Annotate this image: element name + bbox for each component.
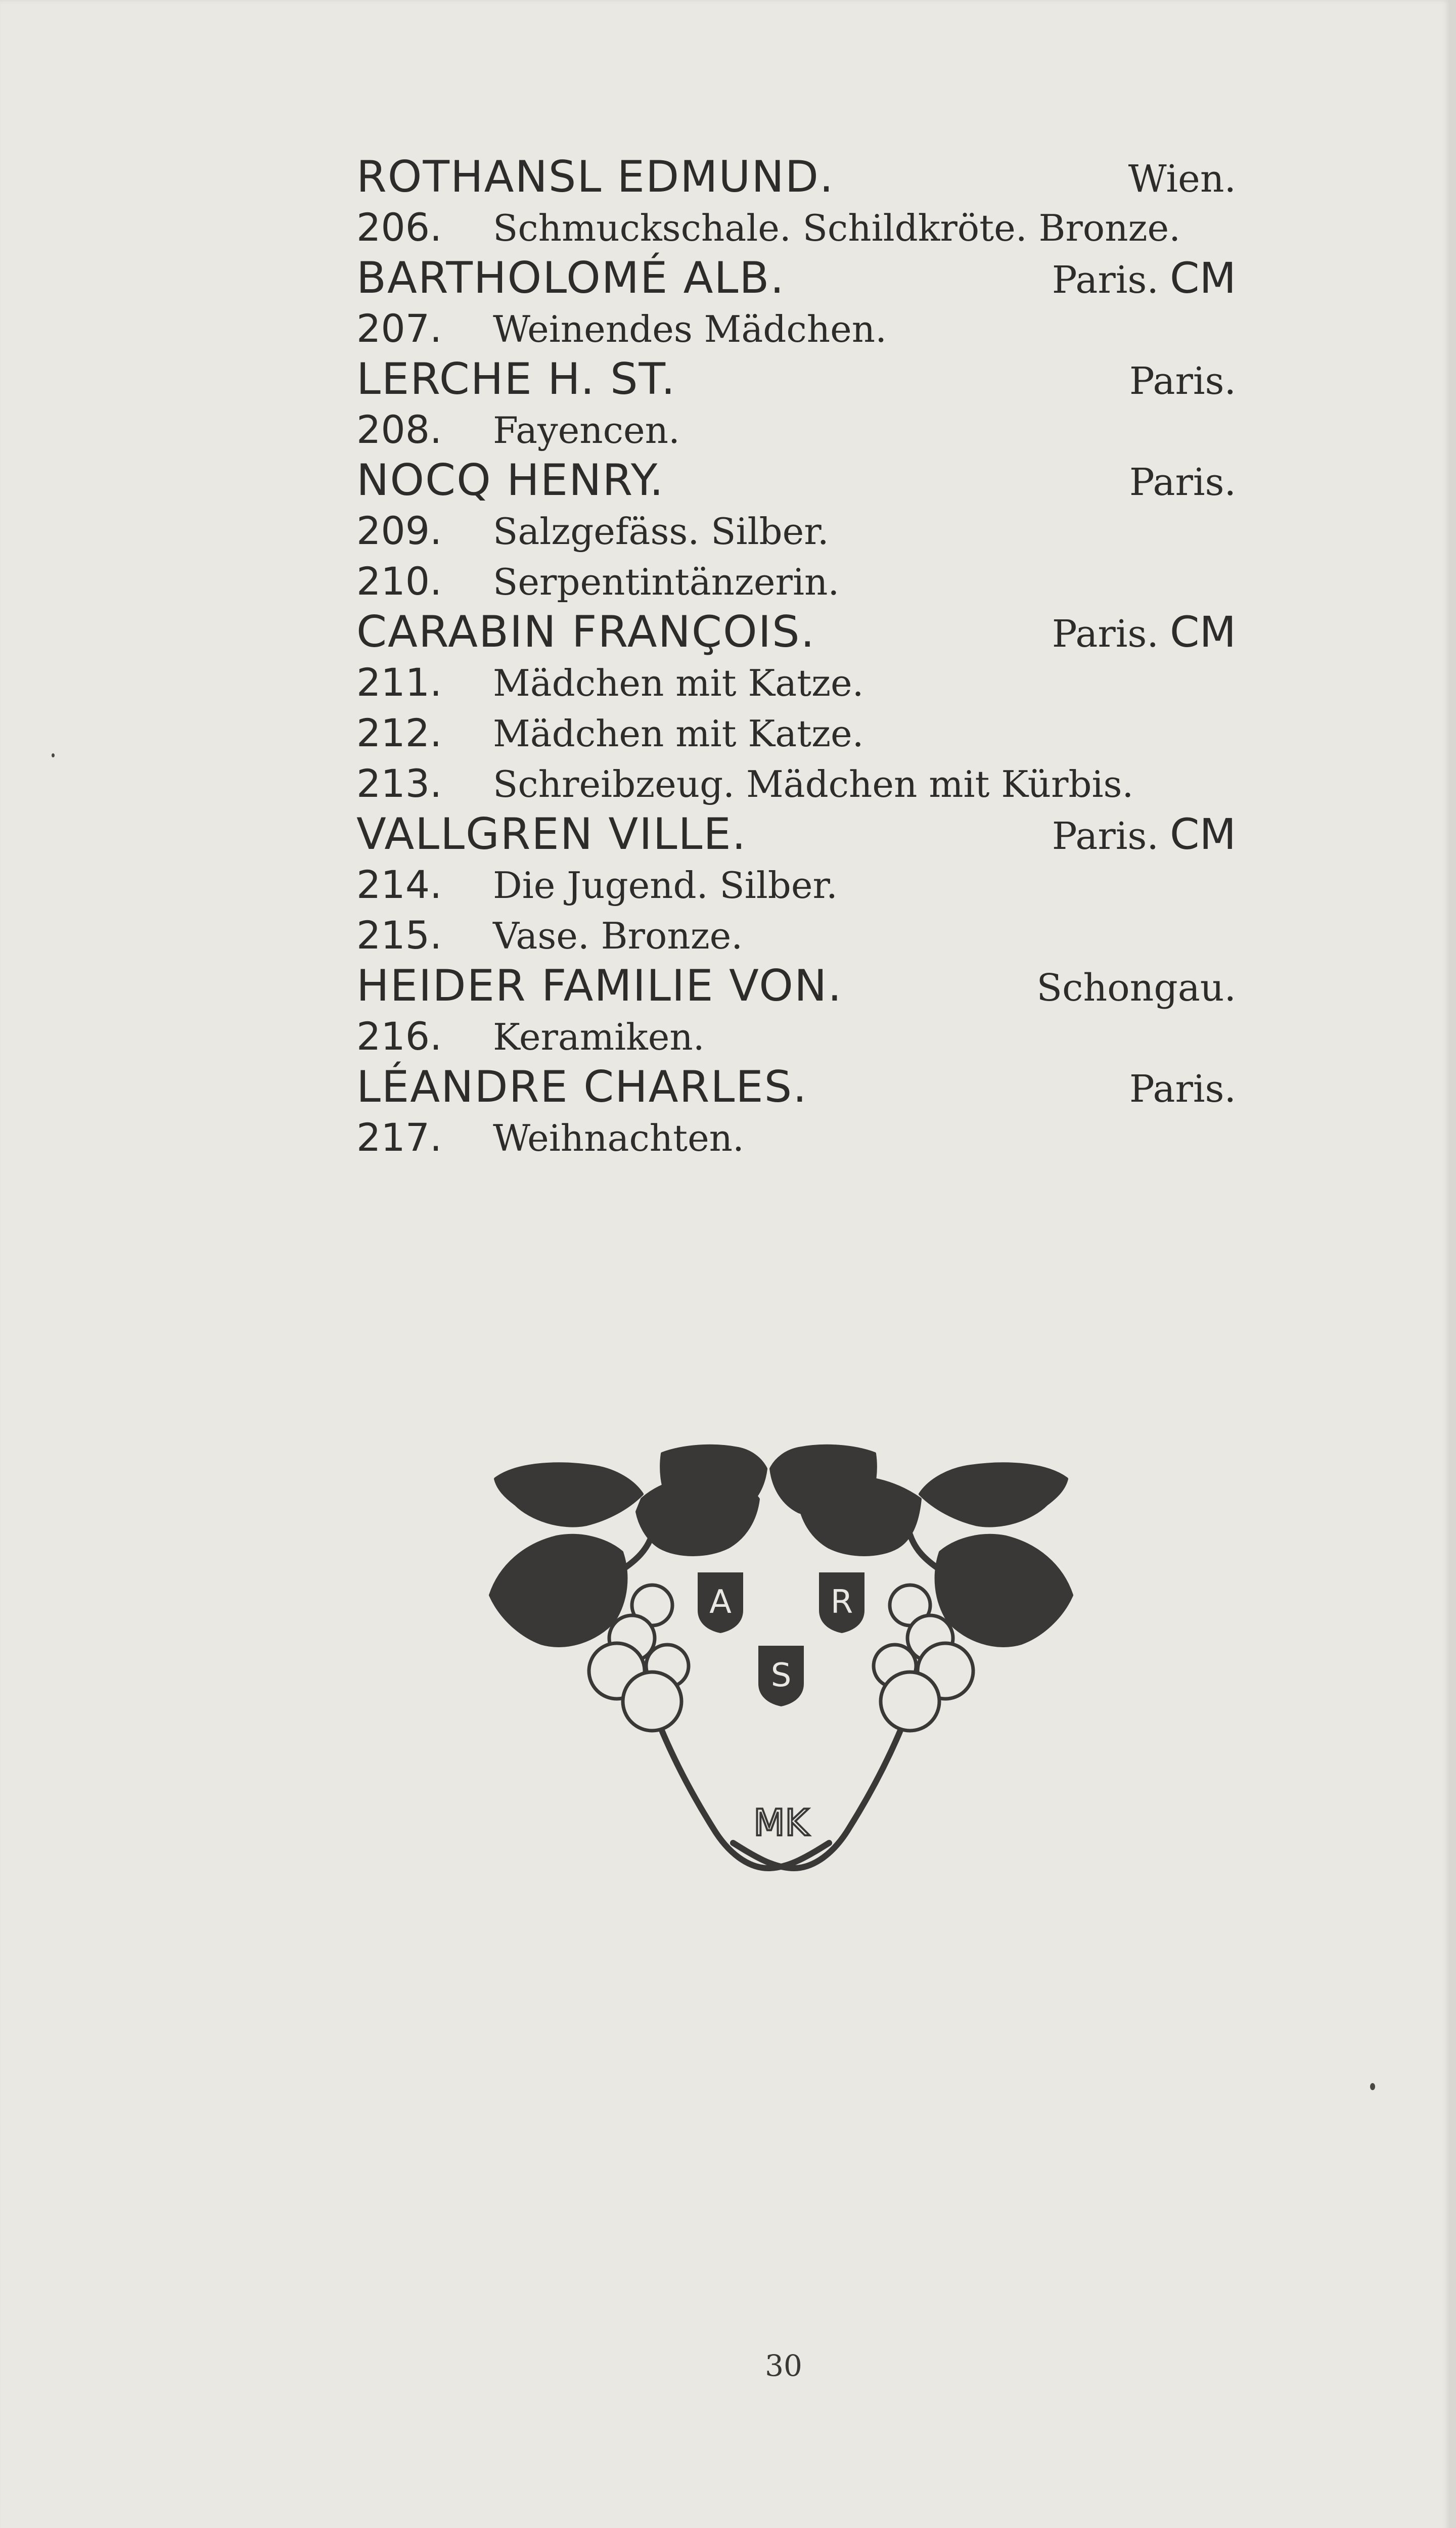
artist-place: Paris. CM — [1052, 607, 1236, 657]
item-number: 211. — [356, 660, 442, 705]
item-number: 214. — [356, 862, 442, 907]
artist-mark: CM — [1169, 253, 1236, 303]
artist-heading — [356, 354, 1236, 404]
monogram-mk: MK — [753, 1801, 809, 1844]
item-title: Serpentintänzerin. — [493, 561, 840, 603]
artist-place: Paris. CM — [1052, 809, 1236, 859]
artist-place: Wien. — [1128, 157, 1236, 201]
paper-speck — [1370, 2083, 1375, 2090]
item-number: 210. — [356, 559, 442, 604]
artist-heading — [356, 607, 1236, 657]
page-number: 30 — [765, 2349, 802, 2383]
item-title: Schmuckschale. Schildkröte. Bronze. — [493, 207, 1180, 249]
catalog-item — [356, 860, 1236, 910]
catalog-item — [356, 202, 1236, 253]
artist-place: Paris. — [1129, 359, 1236, 403]
item-number: 216. — [356, 1014, 442, 1059]
catalog-item — [356, 708, 1236, 758]
artist-heading — [356, 253, 1236, 303]
item-title: Fayencen. — [493, 409, 680, 452]
artist-name: HEIDER FAMILIE VON. — [356, 961, 843, 1011]
catalog-entries — [356, 152, 1236, 1163]
leaf-shape — [799, 1477, 920, 1555]
artist-name: LERCHE H. ST. — [356, 354, 676, 404]
item-number: 207. — [356, 306, 442, 351]
artist-heading — [356, 455, 1236, 506]
artist-place: Paris. CM — [1052, 253, 1236, 303]
stem-shape — [622, 1534, 652, 1570]
artist-heading — [356, 1062, 1236, 1112]
item-number: 208. — [356, 407, 442, 452]
leaf-shape — [490, 1536, 626, 1646]
leaf-shape — [920, 1464, 1067, 1525]
artist-name: NOCQ HENRY. — [356, 455, 665, 506]
item-number: 213. — [356, 761, 442, 806]
item-title: Salzgefäss. Silber. — [493, 510, 829, 553]
item-number: 215. — [356, 913, 442, 958]
artist-name: CARABIN FRANÇOIS. — [356, 607, 815, 657]
leaf-shape — [495, 1464, 642, 1525]
catalog-item — [356, 506, 1236, 556]
leaf-shape — [936, 1536, 1072, 1646]
shield-letter-s: S — [770, 1657, 792, 1694]
catalog-item — [356, 910, 1236, 961]
ars-ornament-vignette — [485, 1443, 1077, 1909]
artist-name: LÉANDRE CHARLES. — [356, 1062, 808, 1112]
stem-shape — [652, 1706, 829, 1868]
artist-place: Paris. — [1129, 1067, 1236, 1111]
shield-letter-a: A — [709, 1584, 732, 1621]
catalog-item — [356, 404, 1236, 455]
artist-mark: CM — [1169, 809, 1236, 859]
artist-place: Schongau. — [1036, 966, 1236, 1010]
stem-shape — [910, 1534, 940, 1570]
artist-heading — [356, 152, 1236, 202]
item-number: 209. — [356, 508, 442, 553]
item-number: 217. — [356, 1115, 442, 1160]
catalog-item — [356, 556, 1236, 607]
paper-speck — [52, 753, 55, 757]
catalog-item — [356, 303, 1236, 354]
catalog-item — [356, 758, 1236, 809]
artist-heading — [356, 809, 1236, 860]
catalog-item — [356, 657, 1236, 708]
artist-place: Paris. — [1129, 461, 1236, 504]
fruit-shape — [881, 1672, 939, 1731]
shield-letter-r: R — [830, 1584, 853, 1621]
fruit-shape — [623, 1672, 681, 1731]
item-number: 212. — [356, 710, 442, 755]
item-title: Vase. Bronze. — [493, 915, 743, 957]
artist-mark: CM — [1169, 607, 1236, 657]
item-title: Die Jugend. Silber. — [493, 864, 838, 907]
catalog-item — [356, 1112, 1236, 1163]
artist-name: BARTHOLOMÉ ALB. — [356, 253, 785, 303]
catalog-item — [356, 1011, 1236, 1062]
artist-name: ROTHANSL EDMUND. — [356, 152, 835, 202]
item-title: Keramiken. — [493, 1016, 705, 1058]
item-title: Weinendes Mädchen. — [493, 308, 887, 350]
artist-name: VALLGREN VILLE. — [356, 809, 747, 860]
item-title: Weihnachten. — [493, 1117, 744, 1159]
artist-heading — [356, 961, 1236, 1011]
item-title: Schreibzeug. Mädchen mit Kürbis. — [493, 763, 1134, 805]
stem-shape — [733, 1706, 910, 1868]
item-title: Mädchen mit Katze. — [493, 662, 864, 704]
item-number: 206. — [356, 205, 442, 250]
item-title: Mädchen mit Katze. — [493, 712, 864, 755]
